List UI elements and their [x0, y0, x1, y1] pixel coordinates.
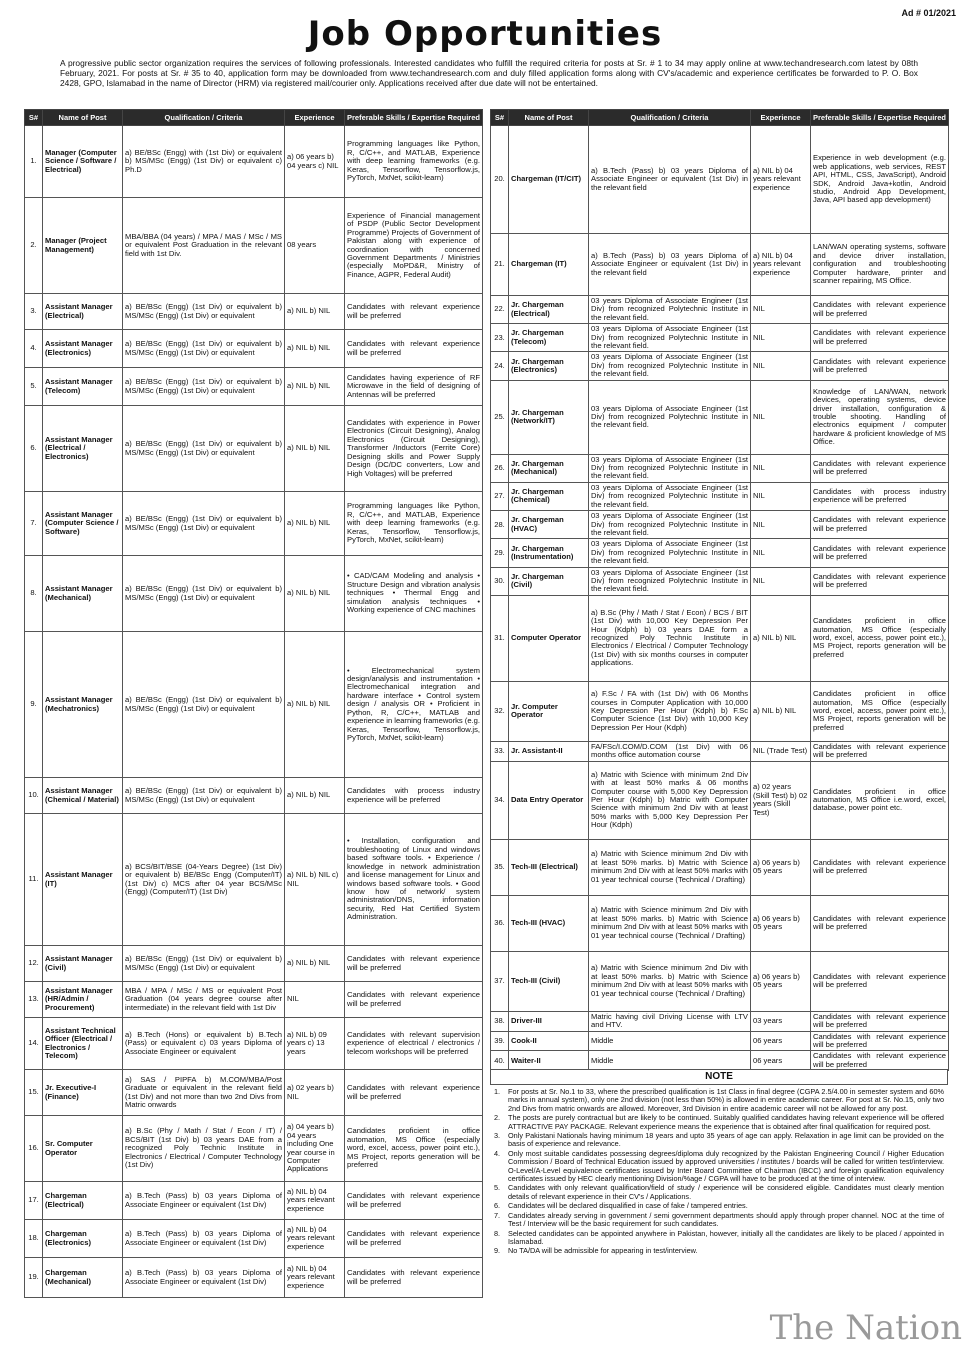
serial-number-cell: 30. [491, 567, 509, 595]
qualification-cell: 03 years Diploma of Associate Engineer (1st Div) from recognized Polytechnic Institute in the relevant field. [589, 482, 751, 510]
experience-cell: NIL [751, 511, 811, 539]
serial-number-cell: 22. [491, 296, 509, 324]
qualification-cell: Middle [589, 1031, 751, 1051]
post-name-cell: Data Entry Operator [509, 761, 589, 839]
post-name-cell: Jr. Chargeman (Network/IT) [509, 380, 589, 454]
serial-number-cell: 14. [25, 1018, 43, 1070]
note-section [490, 1069, 948, 1257]
note-number: 9. [494, 1246, 501, 1256]
table-row [25, 778, 483, 814]
post-name-cell: Assistant Manager (Chemical / Material) [43, 778, 123, 814]
qualification-cell: Matric having civil Driving License with LTV and HTV. [589, 1011, 751, 1031]
jobs-table-right [490, 109, 949, 1071]
post-name-cell: Cook-II [509, 1031, 589, 1051]
serial-number-cell: 10. [25, 778, 43, 814]
qualification-cell: a) B.Tech (Pass) b) 03 years Diploma of Associate Engineer or equivalent (1st Div) [123, 1182, 285, 1220]
experience-cell: a) NIL b) NIL [285, 632, 345, 778]
ad-number: Ad # 01/2021 [901, 8, 956, 18]
header-experience: Experience [285, 110, 345, 126]
table-row [491, 1031, 949, 1051]
serial-number-cell: 11. [25, 814, 43, 946]
qualification-cell: a) Matric with Science minimum 2nd Div with at least 50% marks. b) Matric with Science minimum 2nd Div with at least 50% marks with 01 year technical course (Technical / Drafting) [589, 839, 751, 895]
experience-cell: a) NIL b) 04 years relevant experience [751, 126, 811, 234]
qualification-cell: MBA/BBA (04 years) / MPA / MAS / MSc / MS or equivalent Post Graduation in the relevant field with 1st Div. [123, 198, 285, 294]
post-name-cell: Driver-III [509, 1011, 589, 1031]
table-row [25, 492, 483, 556]
table-row [491, 1011, 949, 1031]
qualification-cell: a) BE/BSc (Engg) (1st Div) or equivalent b) MS/MSc (Engg) (1st Div) or equivalent [123, 556, 285, 632]
qualification-cell: a) BE/BSc (Engg) (1st Div) or equivalent b) MS/MSc (Engg) (1st Div) or equivalent [123, 946, 285, 982]
experience-cell: a) NIL b) 04 years relevant experience [751, 234, 811, 296]
post-name-cell: Jr. Chargeman (Instrumentation) [509, 539, 589, 567]
serial-number-cell: 28. [491, 511, 509, 539]
table-row [25, 1258, 483, 1298]
experience-cell: NIL [751, 352, 811, 380]
table-row [491, 681, 949, 741]
skills-cell: Candidates with relevant experience will be preferred [811, 741, 949, 761]
experience-cell: a) NIL b) NIL [751, 681, 811, 741]
experience-cell: a) 02 years (Skill Test) b) 02 years (Skill Test) [751, 761, 811, 839]
skills-cell: Candidates with relevant experience will be preferred [345, 1220, 483, 1258]
serial-number-cell: 12. [25, 946, 43, 982]
experience-cell: 03 years [751, 1011, 811, 1031]
skills-cell: Candidates proficient in office automation, MS Office (especially word, excel, access, power point etc.), MS Project, reports generation will be preferred [811, 681, 949, 741]
table-row [25, 1182, 483, 1220]
header-sr: S# [25, 110, 43, 126]
qualification-cell: a) B.Tech (Pass) b) 03 years Diploma of Associate Engineer or equivalent (1st Div) [123, 1220, 285, 1258]
qualification-cell: MBA / MPA / MSc / MS or equivalent Post Graduation (04 years degree course after intermediate) in the relevant field with 1st Div [123, 982, 285, 1018]
header-qualification: Qualification / Criteria [123, 110, 285, 126]
skills-cell: Candidates with experience in Power Electronics (Circuit Designing), Analog Electronics (Circuit Designing), Transformer /Inductors (Ferrite Core) Designing skills and Power Supply Design (DC/DC converters, Low and High Voltages) will be preferred [345, 406, 483, 492]
serial-number-cell: 13. [25, 982, 43, 1018]
table-row [25, 946, 483, 982]
post-name-cell: Assistant Manager (IT) [43, 814, 123, 946]
experience-cell: a) NIL b) NIL [285, 406, 345, 492]
serial-number-cell: 15. [25, 1070, 43, 1116]
table-row [491, 511, 949, 539]
skills-cell: Candidates with relevant experience will be preferred [811, 324, 949, 352]
note-text: For posts at Sr. No.1 to 33, where the prescribed qualification is 1st Class in final degree (CGPA 2.5/4.00 in semester system and 60% marks in annual system), only one 2nd division (not less than 50%) is allowed in entire academic career. For post at Sr. No.15, only two 2nd Divs from matric onwards are allowed. Moreover, 3rd Division in entire academic career will not be allowed for any post. [508, 1087, 944, 1113]
table-row [25, 1018, 483, 1070]
experience-cell: NIL [751, 296, 811, 324]
note-text: No TA/DA will be admissible for appearing in test/interview. [508, 1246, 698, 1256]
note-number: 7. [494, 1210, 501, 1220]
table-row [491, 895, 949, 951]
experience-cell: a) 06 years b) 05 years [751, 895, 811, 951]
post-name-cell: Jr. Chargeman (Mechanical) [509, 454, 589, 482]
post-name-cell: Chargeman (IT) [509, 234, 589, 296]
experience-cell: a) NIL b) NIL [285, 492, 345, 556]
post-name-cell: Assistant Manager (Civil) [43, 946, 123, 982]
post-name-cell: Assistant Manager (Telecom) [43, 368, 123, 406]
skills-cell: Candidates with relevant experience will be preferred [345, 330, 483, 368]
qualification-cell: 03 years Diploma of Associate Engineer (1st Div) from recognized Polytechnic Institute in the relevant field. [589, 380, 751, 454]
note-number: 5. [494, 1183, 501, 1193]
experience-cell: NIL [751, 454, 811, 482]
serial-number-cell: 40. [491, 1051, 509, 1071]
post-name-cell: Assistant Manager (Electrical) [43, 294, 123, 330]
post-name-cell: Manager (Computer Science / Software / Electrical) [43, 126, 123, 198]
skills-cell: Candidates with relevant experience will be preferred [811, 511, 949, 539]
note-text: Only Pakistani Nationals having minimum 18 years and upto 35 years of age can apply. Relaxation in age limit can be provided on the basis of experience and relevance. [508, 1131, 944, 1149]
skills-cell: Candidates with relevant experience will be preferred [811, 296, 949, 324]
serial-number-cell: 1. [25, 126, 43, 198]
qualification-cell: 03 years Diploma of Associate Engineer (1st Div) from recognized Polytechnic Institute in the relevant field. [589, 539, 751, 567]
post-name-cell: Jr. Assistant-II [509, 741, 589, 761]
experience-cell: a) NIL b) NIL [285, 778, 345, 814]
table-row [491, 482, 949, 510]
serial-number-cell: 37. [491, 951, 509, 1011]
skills-cell: Candidates with relevant experience will be preferred [811, 1011, 949, 1031]
serial-number-cell: 17. [25, 1182, 43, 1220]
post-name-cell: Chargeman (Electrical) [43, 1182, 123, 1220]
skills-cell: • CAD/CAM Modeling and analysis • Structure Design and vibration analysis techniques • Thermal Engg and simulation analysis techniques • Working experience of CNC machines [345, 556, 483, 632]
experience-cell: a) 04 years b) 04 years including One year course in Computer Applications [285, 1116, 345, 1182]
table-row [491, 567, 949, 595]
experience-cell: a) NIL b) NIL [751, 595, 811, 681]
qualification-cell: a) BE/BSc (Engg) (1st Div) or equivalent b) MS/MSc (Engg) (1st Div) or equivalent [123, 632, 285, 778]
experience-cell: a) 06 years b) 05 years [751, 839, 811, 895]
experience-cell: NIL [751, 324, 811, 352]
intro-paragraph: A progressive public sector organization requires the services of following professionals. Interested candidates who fulfill the required criteria for posts at Sr. # 1 to 34 may apply online at www.techandresearch.com latest by 08th February, 2021. For posts at Sr. # 35 to 40, application form may be downloaded from www.techandresearch.com and duly filled application forms along with CV's/academic and experience certificates be forwarded to P. O. Box 2428, GPO, Islamabad in the name of Director (HRM) via registered mail/courier only. Applications received after due date will not be entertained. [60, 58, 918, 88]
qualification-cell: a) F.Sc / FA with (1st Div) with 06 Months courses in Computer Application with 10,000 Key Depression Per Hour (Kdph) b) F.Sc Computer Science (1st Div) with 10,000 Key Depression Per Hour (Kdph) [589, 681, 751, 741]
experience-cell: 06 years [751, 1051, 811, 1071]
serial-number-cell: 23. [491, 324, 509, 352]
skills-cell: • Installation, configuration and troubleshooting of Linux and windows based software tools. • Experience / knowledge in network administration and license management for Linux and windows based software tools. • Good know how of network/ system administration/DNS, information security, Red Hat Certified System Administration. [345, 814, 483, 946]
note-item [494, 1088, 944, 1113]
note-item [494, 1212, 944, 1229]
table-header-row [491, 110, 949, 126]
post-name-cell: Tech-III (Civil) [509, 951, 589, 1011]
skills-cell: Candidates with relevant experience will be preferred [811, 352, 949, 380]
table-row [25, 294, 483, 330]
post-name-cell: Chargeman (IT/CIT) [509, 126, 589, 234]
skills-cell: Experience in web development (e.g. web applications, web services, REST API, HTML, CSS, JavaScript), Android SDK, Android Java+kotlin, Android studio, Android App Development, Java, API based app development) [811, 126, 949, 234]
skills-cell: Candidates with relevant experience will be preferred [811, 839, 949, 895]
experience-cell: a) NIL b) 04 years relevant experience [285, 1182, 345, 1220]
qualification-cell: 03 years Diploma of Associate Engineer (1st Div) from recognized Polytechnic Institute in the relevant field. [589, 511, 751, 539]
skills-cell: Candidates having experience of RF Microwave in the field of designing of Antennas will be preferred [345, 368, 483, 406]
skills-cell: Knowledge of LAN/WAN, network devices, operating systems, device driver installation, configuration & trouble shooting. Handling of electronics equipment / computer hardware & proficient knowledge of MS Office. [811, 380, 949, 454]
table-row [491, 839, 949, 895]
table-row [491, 1051, 949, 1071]
jobs-table-left [24, 109, 483, 1298]
note-text: Only most suitable candidates possessing degrees/diploma duly recognized by the Pakistan Engineering Council / Higher Education Commission / Board of Technical Education issued by approved universities / institutes / boards will be called for written test/interview. O-Level/A-Level equivalence certificates issued by Inter Board Committee of Chairman (IBCC) and foreign qualification equivalency certificates issued by HEC clearly mentioning Division/%age / CGPA will have to be produced at the time of interview. [508, 1148, 944, 1184]
table-row [25, 198, 483, 294]
experience-cell: NIL [751, 380, 811, 454]
post-name-cell: Jr. Chargeman (HVAC) [509, 511, 589, 539]
table-row [491, 352, 949, 380]
serial-number-cell: 2. [25, 198, 43, 294]
table-header-row [25, 110, 483, 126]
skills-cell: Candidates with relevant experience will be preferred [811, 1031, 949, 1051]
note-text: Candidates already serving in government / semi government departments should apply through proper channel. NOC at the time of Test / Interview will be the basic requirement for such candidates. [508, 1210, 944, 1229]
serial-number-cell: 27. [491, 482, 509, 510]
header-skills: Preferable Skills / Expertise Required [345, 110, 483, 126]
header-post: Name of Post [43, 110, 123, 126]
serial-number-cell: 4. [25, 330, 43, 368]
qualification-cell: 03 years Diploma of Associate Engineer (1st Div) from recognized Polytechnic Institute in the relevant field. [589, 324, 751, 352]
skills-cell: Candidates with relevant experience will be preferred [345, 1070, 483, 1116]
table-row [491, 539, 949, 567]
post-name-cell: Jr. Chargeman (Civil) [509, 567, 589, 595]
note-item [494, 1132, 944, 1149]
table-row [25, 556, 483, 632]
experience-cell: a) 06 years b) 05 years [751, 951, 811, 1011]
experience-cell: a) NIL b) NIL c) NIL [285, 814, 345, 946]
serial-number-cell: 5. [25, 368, 43, 406]
note-item [494, 1202, 944, 1210]
note-item [494, 1150, 944, 1184]
qualification-cell: a) Matric with Science minimum 2nd Div with at least 50% marks. b) Matric with Science minimum 2nd Div with at least 50% marks with 01 year technical course (Technical / Drafting) [589, 895, 751, 951]
experience-cell: a) NIL b) NIL [285, 368, 345, 406]
skills-cell: Candidates with relevant experience will be preferred [345, 946, 483, 982]
serial-number-cell: 9. [25, 632, 43, 778]
skills-cell: Candidates proficient in office automation, MS Office (especially word, excel, access, power point etc.), MS Project, reports generation will be preferred [811, 595, 949, 681]
qualification-cell: a) B.Sc (Phy / Math / Stat / Econ) / BCS / BIT (1st Div) with 10,000 Key Depression Per Hour (Kdph) b) 03 years DAE form a recognized Poly Technic Institute in Electronics / Electrical / Computer Technology (1st Div) with six months courses in computer applications. [589, 595, 751, 681]
post-name-cell: Waiter-II [509, 1051, 589, 1071]
skills-cell: Candidates with process industry experience will be preferred [811, 482, 949, 510]
table-row [25, 406, 483, 492]
serial-number-cell: 25. [491, 380, 509, 454]
experience-cell: NIL [285, 982, 345, 1018]
post-name-cell: Jr. Executive-I (Finance) [43, 1070, 123, 1116]
table-row [25, 368, 483, 406]
qualification-cell: a) BE/BSc (Engg) (1st Div) or equivalent b) MS/MSc (Engg) (1st Div) or equivalent [123, 368, 285, 406]
note-list [490, 1084, 948, 1256]
qualification-cell: a) B.Sc (Phy / Math / Stat / Econ / IT) / BCS/BIT (1st Div) b) 03 years DAE from a recognized Poly Technic Institute in Electronics / Electrical / Computer Technology (1st Div) [123, 1116, 285, 1182]
skills-cell: LAN/WAN operating systems, software and device driver installation, configuration and troubleshooting Computer hardware, printer and scanner repairing, MS Office. [811, 234, 949, 296]
post-name-cell: Manager (Project Management) [43, 198, 123, 294]
table-row [491, 234, 949, 296]
serial-number-cell: 24. [491, 352, 509, 380]
table-row [491, 380, 949, 454]
post-name-cell: Assistant Manager (Electronics) [43, 330, 123, 368]
header-skills: Preferable Skills / Expertise Required [811, 110, 949, 126]
note-text: Selected candidates can be appointed anywhere in Pakistan, however, initially all the candidates are likely to be placed / appointed in Islamabad. [508, 1228, 944, 1246]
serial-number-cell: 19. [25, 1258, 43, 1298]
post-name-cell: Tech-III (HVAC) [509, 895, 589, 951]
post-name-cell: Assistant Manager (HR/Admin / Procurement) [43, 982, 123, 1018]
jobs-table-left-body [25, 126, 483, 1298]
serial-number-cell: 18. [25, 1220, 43, 1258]
note-number: 4. [494, 1148, 501, 1158]
note-title: NOTE [490, 1069, 948, 1084]
note-number: 6. [494, 1201, 501, 1211]
skills-cell: Candidates with relevant experience will be preferred [811, 454, 949, 482]
qualification-cell: a) BE/BSc (Engg) (1st Div) or equivalent b) MS/MSc (Engg) (1st Div) or equivalent [123, 406, 285, 492]
note-number: 8. [494, 1228, 501, 1238]
table-row [25, 632, 483, 778]
qualification-cell: a) Matric with Science minimum 2nd Div with at least 50% marks. b) Matric with Science minimum 2nd Div with at least 50% marks with 01 year technical course (Technical / Drafting) [589, 951, 751, 1011]
header-post: Name of Post [509, 110, 589, 126]
experience-cell: NIL [751, 539, 811, 567]
skills-cell: Candidates with relevant experience will be preferred [345, 1182, 483, 1220]
experience-cell: NIL [751, 567, 811, 595]
qualification-cell: 03 years Diploma of Associate Engineer (1st Div) from recognized Polytechnic Institute in the relevant field. [589, 296, 751, 324]
serial-number-cell: 3. [25, 294, 43, 330]
skills-cell: Programming languages like Python, R, C/C++, and MATLAB, Experience with deep learning frameworks (e.g. Keras, Tensorflow, Tensorflow.js, PyTorch, MxNet, scikit-learn) [345, 126, 483, 198]
skills-cell: Candidates proficient in office automation, MS Office i.e.word, excel, database, power point etc. [811, 761, 949, 839]
serial-number-cell: 31. [491, 595, 509, 681]
note-text: Candidates with only relevant qualification/field of study / experience will be considered eligible. Candidates must clearly mention details of relevant experience in their CV's / Applications. [508, 1183, 944, 1201]
serial-number-cell: 21. [491, 234, 509, 296]
qualification-cell: a) B.Tech (Pass) b) 03 years Diploma of Associate Engineer or equivalent (1st Div) in the relevant field [589, 234, 751, 296]
experience-cell: 06 years [751, 1031, 811, 1051]
skills-cell: Candidates with relevant experience will be preferred [345, 1258, 483, 1298]
note-text: The posts are purely contractual but are likely to be continued. Suitably qualified candidates having relevant experience will be offered ATTRACTIVE PAY PACKAGE. Relevant experience means the experience that is obtained after final qualification for required post. [508, 1113, 944, 1131]
experience-cell: a) 02 years b) NIL [285, 1070, 345, 1116]
serial-number-cell: 34. [491, 761, 509, 839]
serial-number-cell: 39. [491, 1031, 509, 1051]
serial-number-cell: 6. [25, 406, 43, 492]
post-name-cell: Tech-III (Electrical) [509, 839, 589, 895]
skills-cell: • Electromechanical system design/analysis and instrumentation • Electromechanical integration and hardware interface • Control system design / analysis OR • Proficient in Python, R, C/C++, MATLAB and experience in learning frameworks (e.g. Keras, Tensorflow, Tensorflow.js, PyTorch, MxNet, scikit-learn) [345, 632, 483, 778]
post-name-cell: Computer Operator [509, 595, 589, 681]
serial-number-cell: 36. [491, 895, 509, 951]
note-number: 3. [494, 1131, 501, 1141]
skills-cell: Candidates with relevant experience will be preferred [345, 294, 483, 330]
note-text: Candidates will be declared disqualified in case of fake / tampered entries. [508, 1201, 748, 1211]
table-row [25, 982, 483, 1018]
experience-cell: a) NIL b) 09 years c) 13 years [285, 1018, 345, 1070]
table-row [491, 741, 949, 761]
table-row [491, 324, 949, 352]
experience-cell: 08 years [285, 198, 345, 294]
post-name-cell: Jr. Chargeman (Telecom) [509, 324, 589, 352]
skills-cell: Candidates with relevant experience will be preferred [811, 951, 949, 1011]
experience-cell: a) NIL b) 04 years relevant experience [285, 1258, 345, 1298]
experience-cell: NIL (Trade Test) [751, 741, 811, 761]
table-row [491, 761, 949, 839]
experience-cell: a) NIL b) NIL [285, 556, 345, 632]
serial-number-cell: 8. [25, 556, 43, 632]
header-sr: S# [491, 110, 509, 126]
experience-cell: a) NIL b) NIL [285, 330, 345, 368]
page-title: Job Opportunities [307, 14, 663, 54]
note-item [494, 1114, 944, 1131]
post-name-cell: Jr. Chargeman (Electrical) [509, 296, 589, 324]
post-name-cell: Jr. Computer Operator [509, 681, 589, 741]
serial-number-cell: 20. [491, 126, 509, 234]
table-row [25, 1220, 483, 1258]
skills-cell: Candidates with relevant experience will be preferred [811, 539, 949, 567]
jobs-table-right-body [491, 126, 949, 1071]
header-qualification: Qualification / Criteria [589, 110, 751, 126]
qualification-cell: 03 years Diploma of Associate Engineer (1st Div) from recognized Polytechnic Institute in the relevant field. [589, 352, 751, 380]
table-row [491, 951, 949, 1011]
serial-number-cell: 26. [491, 454, 509, 482]
serial-number-cell: 16. [25, 1116, 43, 1182]
skills-cell: Candidates with process industry experience will be preferred [345, 778, 483, 814]
newspaper-brand: The Nation [769, 1308, 962, 1348]
post-name-cell: Chargeman (Mechanical) [43, 1258, 123, 1298]
skills-cell: Candidates proficient in office automation, MS Office (especially word, excel, access, power point etc.), MS Project, reports generation will be preferred [345, 1116, 483, 1182]
table-row [25, 126, 483, 198]
serial-number-cell: 38. [491, 1011, 509, 1031]
qualification-cell: a) B.Tech (Pass) b) 03 years Diploma of Associate Engineer or equivalent (1st Div) in the relevant field [589, 126, 751, 234]
skills-cell: Candidates with relevant supervision experience of electrical / electronics / telecom workshops will be preferred [345, 1018, 483, 1070]
qualification-cell: a) BE/BSc (Engg) (1st Div) or equivalent b) MS/MSc (Engg) (1st Div) or equivalent [123, 492, 285, 556]
table-row [25, 814, 483, 946]
post-name-cell: Assistant Manager (Electrical / Electronics) [43, 406, 123, 492]
table-row [491, 296, 949, 324]
skills-cell: Candidates with relevant experience will be preferred [811, 567, 949, 595]
table-row [491, 126, 949, 234]
qualification-cell: FA/FSc/I.COM/D.COM (1st Div) with 06 months office automation course [589, 741, 751, 761]
skills-cell: Candidates with relevant experience will be preferred [811, 1051, 949, 1071]
experience-cell: a) NIL b) 04 years relevant experience [285, 1220, 345, 1258]
serial-number-cell: 7. [25, 492, 43, 556]
note-item [494, 1230, 944, 1247]
post-name-cell: Jr. Chargeman (Electronics) [509, 352, 589, 380]
serial-number-cell: 35. [491, 839, 509, 895]
post-name-cell: Assistant Manager (Mechatronics) [43, 632, 123, 778]
table-row [25, 1116, 483, 1182]
post-name-cell: Assistant Manager (Computer Science / Software) [43, 492, 123, 556]
table-row [25, 330, 483, 368]
qualification-cell: a) SAS / PIPFA b) M.COM/MBA/Post Graduate or equivalent in the relevant field (1st Div) and not more than two 2nd Divs from Matric onwards [123, 1070, 285, 1116]
qualification-cell: 03 years Diploma of Associate Engineer (1st Div) from recognized Polytechnic Institute in the relevant field. [589, 454, 751, 482]
note-item [494, 1184, 944, 1201]
post-name-cell: Assistant Technical Officer (Electrical / Electronics / Telecom) [43, 1018, 123, 1070]
experience-cell: a) NIL b) NIL [285, 294, 345, 330]
note-number: 2. [494, 1113, 501, 1123]
qualification-cell: a) BE/BSc (Engg) (1st Div) or equivalent b) MS/MSc (Engg) (1st Div) or equivalent [123, 778, 285, 814]
experience-cell: a) NIL b) NIL [285, 946, 345, 982]
header-experience: Experience [751, 110, 811, 126]
note-number: 1. [494, 1087, 501, 1096]
table-row [491, 595, 949, 681]
qualification-cell: a) B.Tech (Hons) or equivalent b) B.Tech (Pass) or equivalent c) 03 years Diploma of Associate Engineer or equivalent [123, 1018, 285, 1070]
table-row [25, 1070, 483, 1116]
post-name-cell: Jr. Chargeman (Chemical) [509, 482, 589, 510]
note-item [494, 1247, 944, 1255]
post-name-cell: Assistant Manager (Mechanical) [43, 556, 123, 632]
qualification-cell: Middle [589, 1051, 751, 1071]
serial-number-cell: 33. [491, 741, 509, 761]
table-row [491, 454, 949, 482]
qualification-cell: a) BE/BSc (Engg) with (1st Div) or equivalent b) MS/MSc (Engg) (1st Div) or equivalent c) Ph.D [123, 126, 285, 198]
qualification-cell: a) Matric with Science with minimum 2nd Div with at least 50% marks & 06 months Computer course with 5,000 Key Depression Per Hour (Kdph) b) Matric with Computer Science with minimum 2nd Div with at least 50% marks with 5,000 Key Depression Per Hour (Kdph) [589, 761, 751, 839]
serial-number-cell: 32. [491, 681, 509, 741]
qualification-cell: a) BCS/BIT/BSE (04-Years Degree) (1st Div) or equivalent b) BE/BSc Engg (Computer/IT) (1st Div) c) MCS after 04 year BCS/MSc (Engg) (Computer/IT) (1st Div) [123, 814, 285, 946]
skills-cell: Candidates with relevant experience will be preferred [345, 982, 483, 1018]
experience-cell: a) 06 years b) 04 years c) NIL [285, 126, 345, 198]
qualification-cell: 03 years Diploma of Associate Engineer (1st Div) from recognized Polytechnic Institute in the relevant field. [589, 567, 751, 595]
post-name-cell: Sr. Computer Operator [43, 1116, 123, 1182]
skills-cell: Experience of Financial management of PSDP (Public Sector Development Programme) Projects of Government of Pakistan along with experience of coordination with concerned Government Departments / Ministries (especially MoPD&R, Ministry of Finance, AGPR, Federal Audit) [345, 198, 483, 294]
skills-cell: Programming languages like Python, R, C/C++, and MATLAB, Experience with deep learning frameworks (e.g. Keras, Tensorflow, Tensorflow.js, PyTorch, MxNet, scikit-learn) [345, 492, 483, 556]
post-name-cell: Chargeman (Electronics) [43, 1220, 123, 1258]
skills-cell: Candidates with relevant experience will be preferred [811, 895, 949, 951]
qualification-cell: a) BE/BSc (Engg) (1st Div) or equivalent b) MS/MSc (Engg) (1st Div) or equivalent [123, 294, 285, 330]
experience-cell: NIL [751, 482, 811, 510]
qualification-cell: a) BE/BSc (Engg) (1st Div) or equivalent b) MS/MSc (Engg) (1st Div) or equivalent [123, 330, 285, 368]
serial-number-cell: 29. [491, 539, 509, 567]
qualification-cell: a) B.Tech (Pass) b) 03 years Diploma of Associate Engineer or equivalent (1st Div) [123, 1258, 285, 1298]
